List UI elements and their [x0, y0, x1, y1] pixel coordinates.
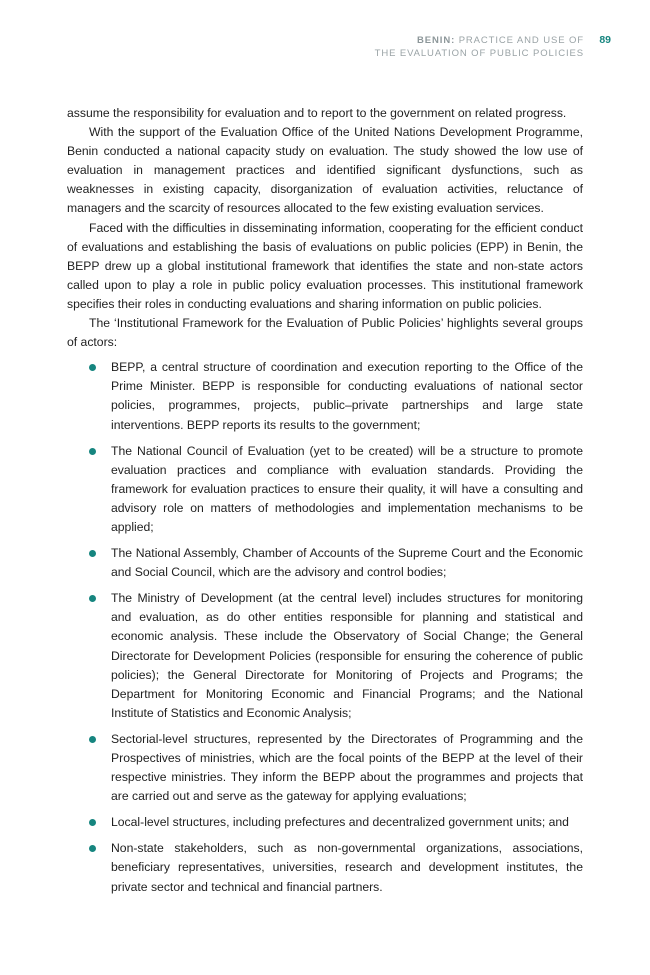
bullet-icon — [89, 364, 96, 371]
list-item-text: Non-state stakeholders, such as non-governmental organizations, associations, beneficiary representatives, universities, research and development institutes, the private sector and technical and financial partners. — [111, 841, 583, 894]
paragraph-institutional-framework: Faced with the difficulties in disseminating information, cooperating for the efficient conduct of evaluations and establishing the basis of evaluations on public policies (EPP) in Benin, the BEPP drew up a global institutional framework that identifies the state and non-state actors called upon to play a role in public policy evaluation processes. This institutional framework specifies their roles in conducting evaluations and sharing information on public policies. — [67, 220, 583, 311]
actor-list — [67, 358, 583, 896]
list-item — [67, 813, 583, 832]
bullet-icon — [89, 819, 96, 826]
bullet-icon — [89, 595, 96, 602]
paragraph-continued: assume the responsibility for evaluation and to report to the government on related progress. — [67, 106, 567, 120]
running-header-title-part1: PRACTICE AND USE OF — [458, 35, 584, 46]
running-header-country: BENIN: — [417, 35, 456, 46]
list-item — [67, 730, 583, 806]
list-item — [67, 839, 583, 896]
list-item — [67, 544, 583, 582]
paragraph-undp-support: With the support of the Evaluation Office of the United Nations Development Programme, Benin conducted a national capacity study on evaluation. The study showed the low use of evaluation in management practices and identified significant dysfunctions, such as weaknesses in existing capacity, disorganization of evaluation activities, reluctance of managers and the scarcity of resources allocated to the few existing evaluation services. — [67, 125, 583, 216]
body-text — [67, 104, 583, 904]
bullet-icon — [89, 448, 96, 455]
bullet-icon — [89, 845, 96, 852]
running-header — [375, 34, 584, 60]
running-header-line2: THE EVALUATION OF PUBLIC POLICIES — [374, 48, 584, 59]
paragraph-groups-of-actors: The ‘Institutional Framework for the Evaluation of Public Policies’ highlights several groups of actors: — [67, 316, 583, 350]
list-item — [67, 589, 583, 723]
list-item-text: Sectorial-level structures, represented by the Directorates of Programming and the Prospectives of ministries, which are the focal points of the BEPP at the level of their respective ministries. They inform the BEPP about the programmes and projects that are carried out and serve as the gateway for applying evaluations; — [111, 731, 583, 804]
bullet-icon — [89, 550, 96, 557]
list-item-text: The National Assembly, Chamber of Accounts of the Supreme Court and the Economic and Social Council, which are the advisory and control bodies; — [111, 546, 583, 580]
bullet-icon — [89, 736, 96, 743]
running-header-line1 — [375, 34, 584, 47]
list-item-text: The Ministry of Development (at the central level) includes structures for monitoring and evaluation, as do other entities responsible for planning and statistical and economic analysis. These include the Observatory of Social Change; the General Directorate for Development Policies (responsible for ensuring the coherence of public policies); the General Directorate for Monitoring of Projects and Programs; the Department for Monitoring Economic and Financial Programs; and the National Institute of Statistics and Economic Analysis; — [111, 591, 583, 720]
list-item — [67, 358, 583, 434]
list-item-text: BEPP, a central structure of coordination and execution reporting to the Office of the Prime Minister. BEPP is responsible for conducting evaluations of national sector policies, programmes, projects, public–private partnerships and large state interventions. BEPP reports its results to the government; — [111, 360, 583, 432]
list-item-text: The National Council of Evaluation (yet to be created) will be a structure to promote evaluation practices and compliance with evaluation standards. Providing the framework for evaluation practices to ensure their quality, it will have a consulting and advisory role on matters of methodologies and implementation mechanisms to be applied; — [111, 443, 583, 534]
list-item — [67, 442, 583, 537]
list-item-text: Local-level structures, including prefectures and decentralized government units; and — [111, 815, 569, 830]
page-number: 89 — [599, 34, 611, 46]
